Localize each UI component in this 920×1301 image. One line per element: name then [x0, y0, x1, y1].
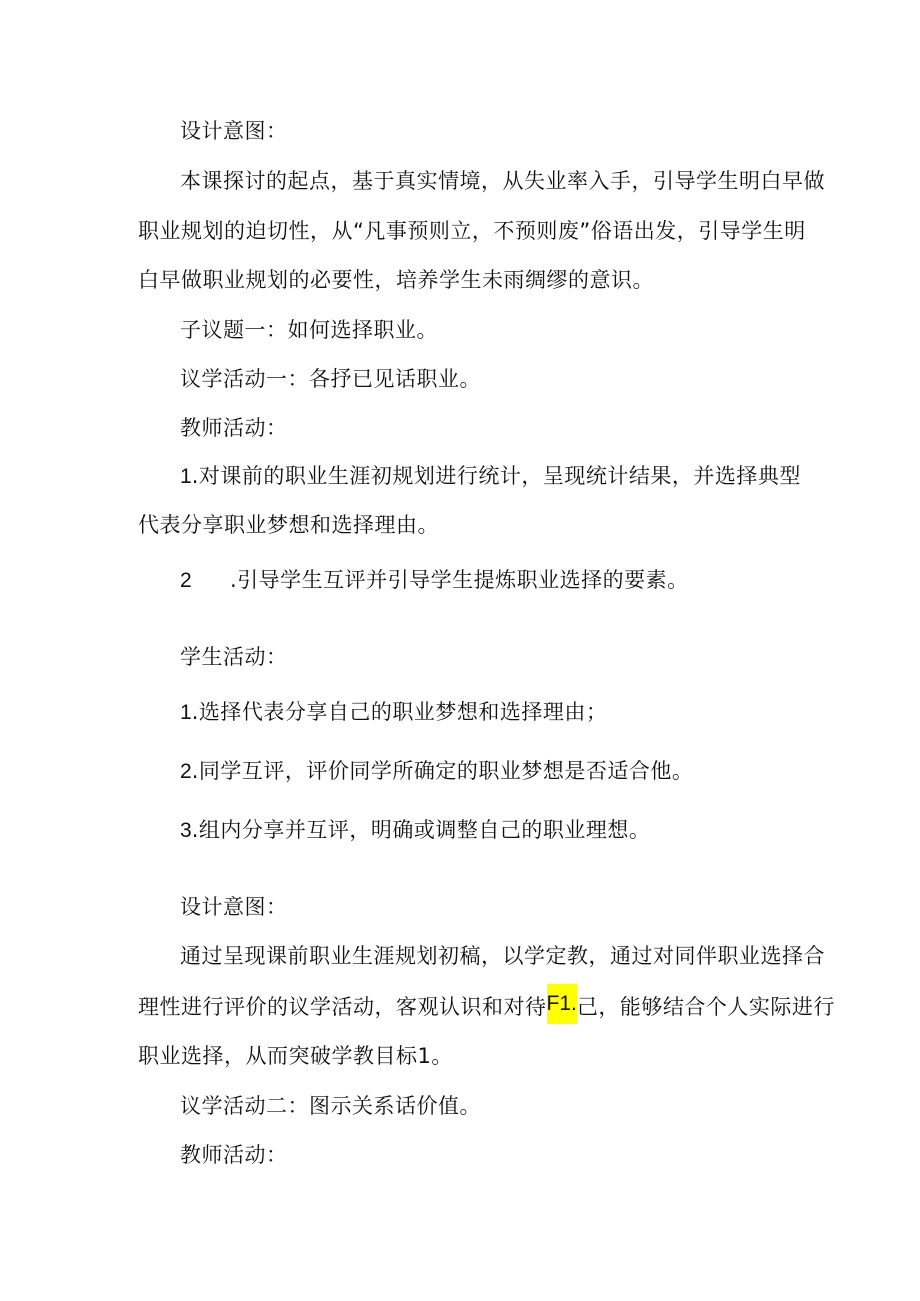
- student-activity-heading: 学生活动：: [180, 645, 288, 669]
- list-item: [180, 698, 607, 727]
- list-item-number: 3: [180, 819, 192, 842]
- design-intent-heading: 设计意图：: [180, 895, 288, 919]
- activity-heading: 议学活动二：图示关系话价值。: [180, 1094, 481, 1118]
- list-item: [180, 462, 801, 491]
- paragraph-text: 己，能够结合个人实际进行: [576, 995, 835, 1019]
- paragraph-line: [138, 992, 835, 1024]
- teacher-activity-heading: 教师活动：: [180, 416, 288, 440]
- teacher-activity-heading: 教师活动：: [180, 1143, 288, 1167]
- list-item: [180, 757, 693, 786]
- paragraph-line: 本课探讨的起点，基于真实情境，从失业率入手，引导学生明白早做: [180, 169, 825, 193]
- list-item-continuation: 代表分享职业梦想和选择理由。: [138, 513, 439, 537]
- paragraph-line: 职业选择，从而突破学教目标1。: [138, 1044, 453, 1068]
- paragraph-line: 职业规划的迫切性，从“凡事预则立，不预则废”俗语出发，引导学生明: [138, 219, 806, 243]
- list-item-number: 2: [180, 569, 192, 592]
- activity-heading: 议学活动一：各抒已见话职业。: [180, 367, 481, 391]
- list-item-number: 2: [180, 760, 192, 783]
- highlighted-text: F1.: [547, 984, 577, 1024]
- paragraph-text: 理性进行评价的议学活动，客观认识和对待: [138, 995, 547, 1019]
- list-item-text: .对课前的职业生涯初规划进行统计，呈现统计结果，并选择典型: [191, 464, 801, 488]
- design-intent-heading: 设计意图：: [180, 119, 288, 143]
- list-item-text: .引导学生互评并引导学生提炼职业选择的要素。: [230, 568, 689, 592]
- list-item: [180, 816, 650, 845]
- list-item-text: .同学互评，评价同学所确定的职业梦想是否适合他。: [191, 759, 694, 783]
- list-item-number: 1: [180, 465, 192, 488]
- list-item-text: .组内分享并互评，明确或调整自己的职业理想。: [191, 818, 651, 842]
- list-item-number: 1: [180, 701, 192, 724]
- list-item: [180, 566, 689, 595]
- paragraph-line: 通过呈现课前职业生涯规划初稿，以学定教，通过对同伴职业选择合: [180, 944, 825, 968]
- list-item-text: .选择代表分享自己的职业梦想和选择理由；: [191, 700, 608, 724]
- paragraph-line: 白早做职业规划的必要性，培养学生未雨绸缪的意识。: [138, 268, 654, 292]
- sub-topic-heading: 子议题一：如何选择职业。: [180, 318, 438, 342]
